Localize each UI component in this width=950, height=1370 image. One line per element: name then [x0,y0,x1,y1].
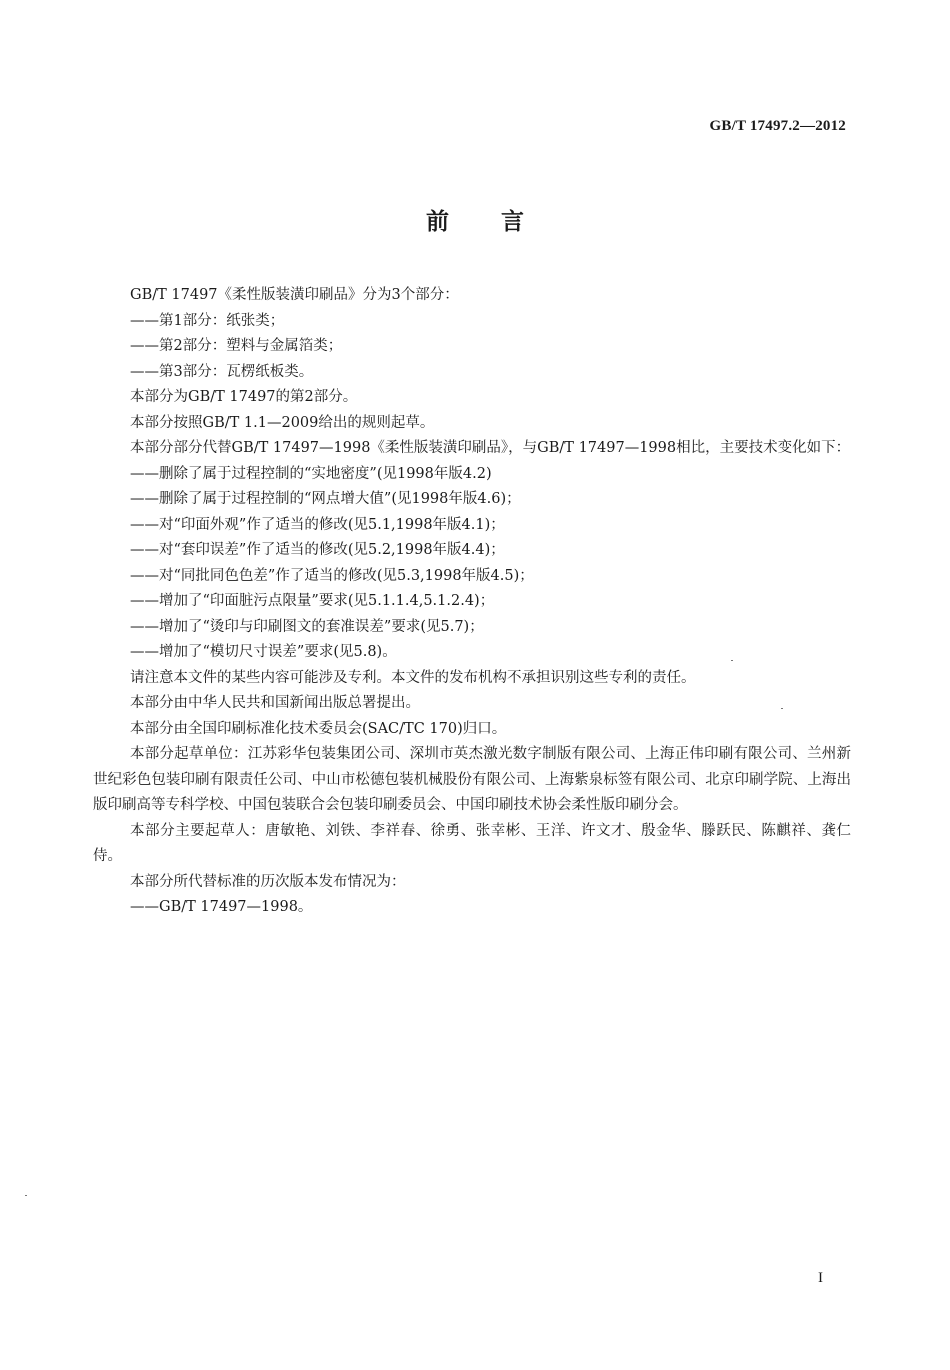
paragraph-patent-notice: 请注意本文件的某些内容可能涉及专利。本文件的发布机构不承担识别这些专利的责任。 [130,669,696,686]
change-item: ——增加了“印面脏污点限量”要求(见5.1.1.4,5.1.2.4)； [130,593,495,609]
list-item-part-1: ——第1部分：纸张类； [130,312,285,329]
change-item: ——对“套印误差”作了适当的修改(见5.2,1998年版4.4)； [130,542,505,558]
paragraph-technical-committee: 本部分由全国印刷标准化技术委员会(SAC/TC 170)归口。 [130,720,507,737]
change-item: ——增加了“烫印与印刷图文的套准误差”要求(见5.7)； [130,618,484,635]
list-item-part-2: ——第2部分：塑料与金属箔类； [130,338,343,354]
standard-code: GB/T 17497.2—2012 [709,118,846,134]
document-body [93,283,851,921]
paragraph-drafting-rules: 本部分按照GB/T 1.1—2009给出的规则起草。 [130,414,435,431]
paragraph-drafters: 本部分主要起草人：唐敏艳、刘铁、李祥春、徐勇、张幸彬、王洋、许文才、殷金华、滕跃民、陈麒祥、龚仁侍。 [93,822,851,864]
change-item: ——删除了属于过程控制的“网点增大值”(见1998年版4.6)； [130,491,521,507]
page-number: I [818,1270,823,1286]
paragraph-replaces: 本部分部分代替GB/T 17497—1998《柔性版装潢印刷品》，与GB/T 17497—1998相比，主要技术变化如下： [130,440,851,456]
page-title: 前言 [426,209,576,235]
paragraph-proposed-by: 本部分由中华人民共和国新闻出版总署提出。 [130,695,420,711]
change-item: ——删除了属于过程控制的“实地密度”(见1998年版4.2) [130,465,492,482]
scan-speck [731,660,733,661]
list-item-previous-version: ——GB/T 17497—1998。 [130,899,313,915]
scan-speck [25,1195,27,1196]
change-item: ——对“印面外观”作了适当的修改(见5.1,1998年版4.1)； [130,516,505,533]
paragraph-drafting-units: 本部分起草单位：江苏彩华包装集团公司、深圳市英杰激光数字制版有限公司、上海正伟印刷有限公司、兰州新世纪彩色包装印刷有限责任公司、中山市松德包装机械股份有限公司、上海紫泉标签有限公司、北京印刷学院、上海出版印刷高等专科学校、中国包装联合会包装印刷委员会、中国印刷技术协会柔性版印刷分会。 [93,746,851,813]
scan-speck [781,708,783,709]
change-item: ——增加了“模切尺寸误差”要求(见5.8)。 [130,644,397,660]
list-item-part-3: ——第3部分：瓦楞纸板类。 [130,363,314,380]
paragraph-this-part: 本部分为GB/T 17497的第2部分。 [130,389,358,405]
change-item: ——对“同批同色色差”作了适当的修改(见5.3,1998年版4.5)； [130,567,534,584]
paragraph-intro: GB/T 17497《柔性版装潢印刷品》分为3个部分： [130,287,459,303]
paragraph-version-history: 本部分所代替标准的历次版本发布情况为： [130,873,406,890]
